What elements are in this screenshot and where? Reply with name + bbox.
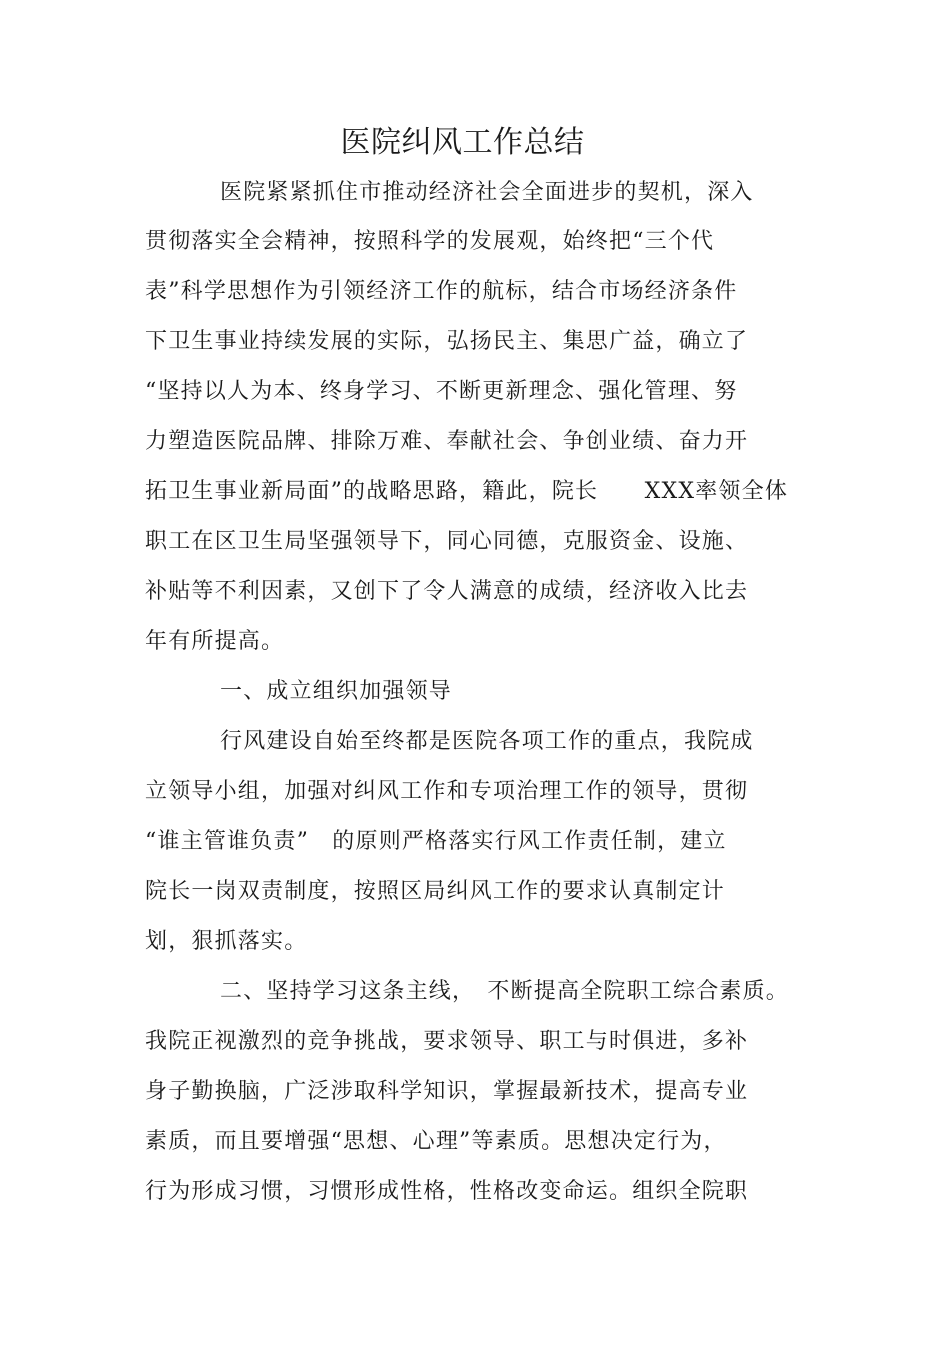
- paragraph-line: 职工在区卫生局坚强领导下，同心同德，克服资金、设施、: [145, 529, 749, 554]
- paragraph-line: 素质，而且要增强“思想、心理”等素质。思想决定行为，: [145, 1129, 727, 1154]
- paragraph-line: “谁主管谁负责” 的原则严格落实行风工作责任制，建立: [145, 829, 727, 854]
- paragraph-line: 下卫生事业持续发展的实际，弘扬民主、集思广益，确立了: [145, 329, 749, 354]
- paragraph-line: 立领导小组，加强对纠风工作和专项治理工作的领导，贯彻: [145, 779, 749, 804]
- paragraph-line: 身子勤换脑，广泛涉取科学知识，掌握最新技术，提高专业: [145, 1079, 749, 1104]
- paragraph-line: 年有所提高。: [145, 629, 285, 654]
- paragraph-line: 划，狠抓落实。: [145, 929, 308, 954]
- paragraph-line: 行风建设自始至终都是医院各项工作的重点，我院成: [220, 729, 754, 754]
- document-title: 医院纠风工作总结: [340, 125, 585, 160]
- paragraph-line: 力塑造医院品牌、排除万难、奉献社会、争创业绩、奋力开: [145, 429, 749, 454]
- paragraph-line: 院长一岗双责制度，按照区局纠风工作的要求认真制定计: [145, 879, 726, 904]
- paragraph-line: 拓卫生事业新局面”的战略思路，籍此，院长 XXX率领全体: [145, 479, 789, 504]
- paragraph-line: 行为形成习惯，习惯形成性格，性格改变命运。组织全院职: [145, 1179, 749, 1204]
- paragraph-line: 补贴等不利因素，又创下了令人满意的成绩，经济收入比去: [145, 579, 749, 604]
- paragraph-line: 表”科学思想作为引领经济工作的航标，结合市场经济条件: [145, 279, 738, 304]
- section-heading: 一、成立组织加强领导: [220, 679, 453, 704]
- paragraph-line: 贯彻落实全会精神，按照科学的发展观，始终把“三个代: [145, 229, 715, 254]
- paragraph-line: “坚持以人为本、终身学习、不断更新理念、强化管理、努: [145, 379, 738, 404]
- paragraph-line: 我院正视激烈的竞争挑战，要求领导、职工与时俱进，多补: [145, 1029, 749, 1054]
- paragraph-line: 医院紧紧抓住市推动经济社会全面进步的契机，深入: [220, 180, 754, 205]
- section-heading: 二、坚持学习这条主线， 不断提高全院职工综合素质。: [220, 979, 790, 1004]
